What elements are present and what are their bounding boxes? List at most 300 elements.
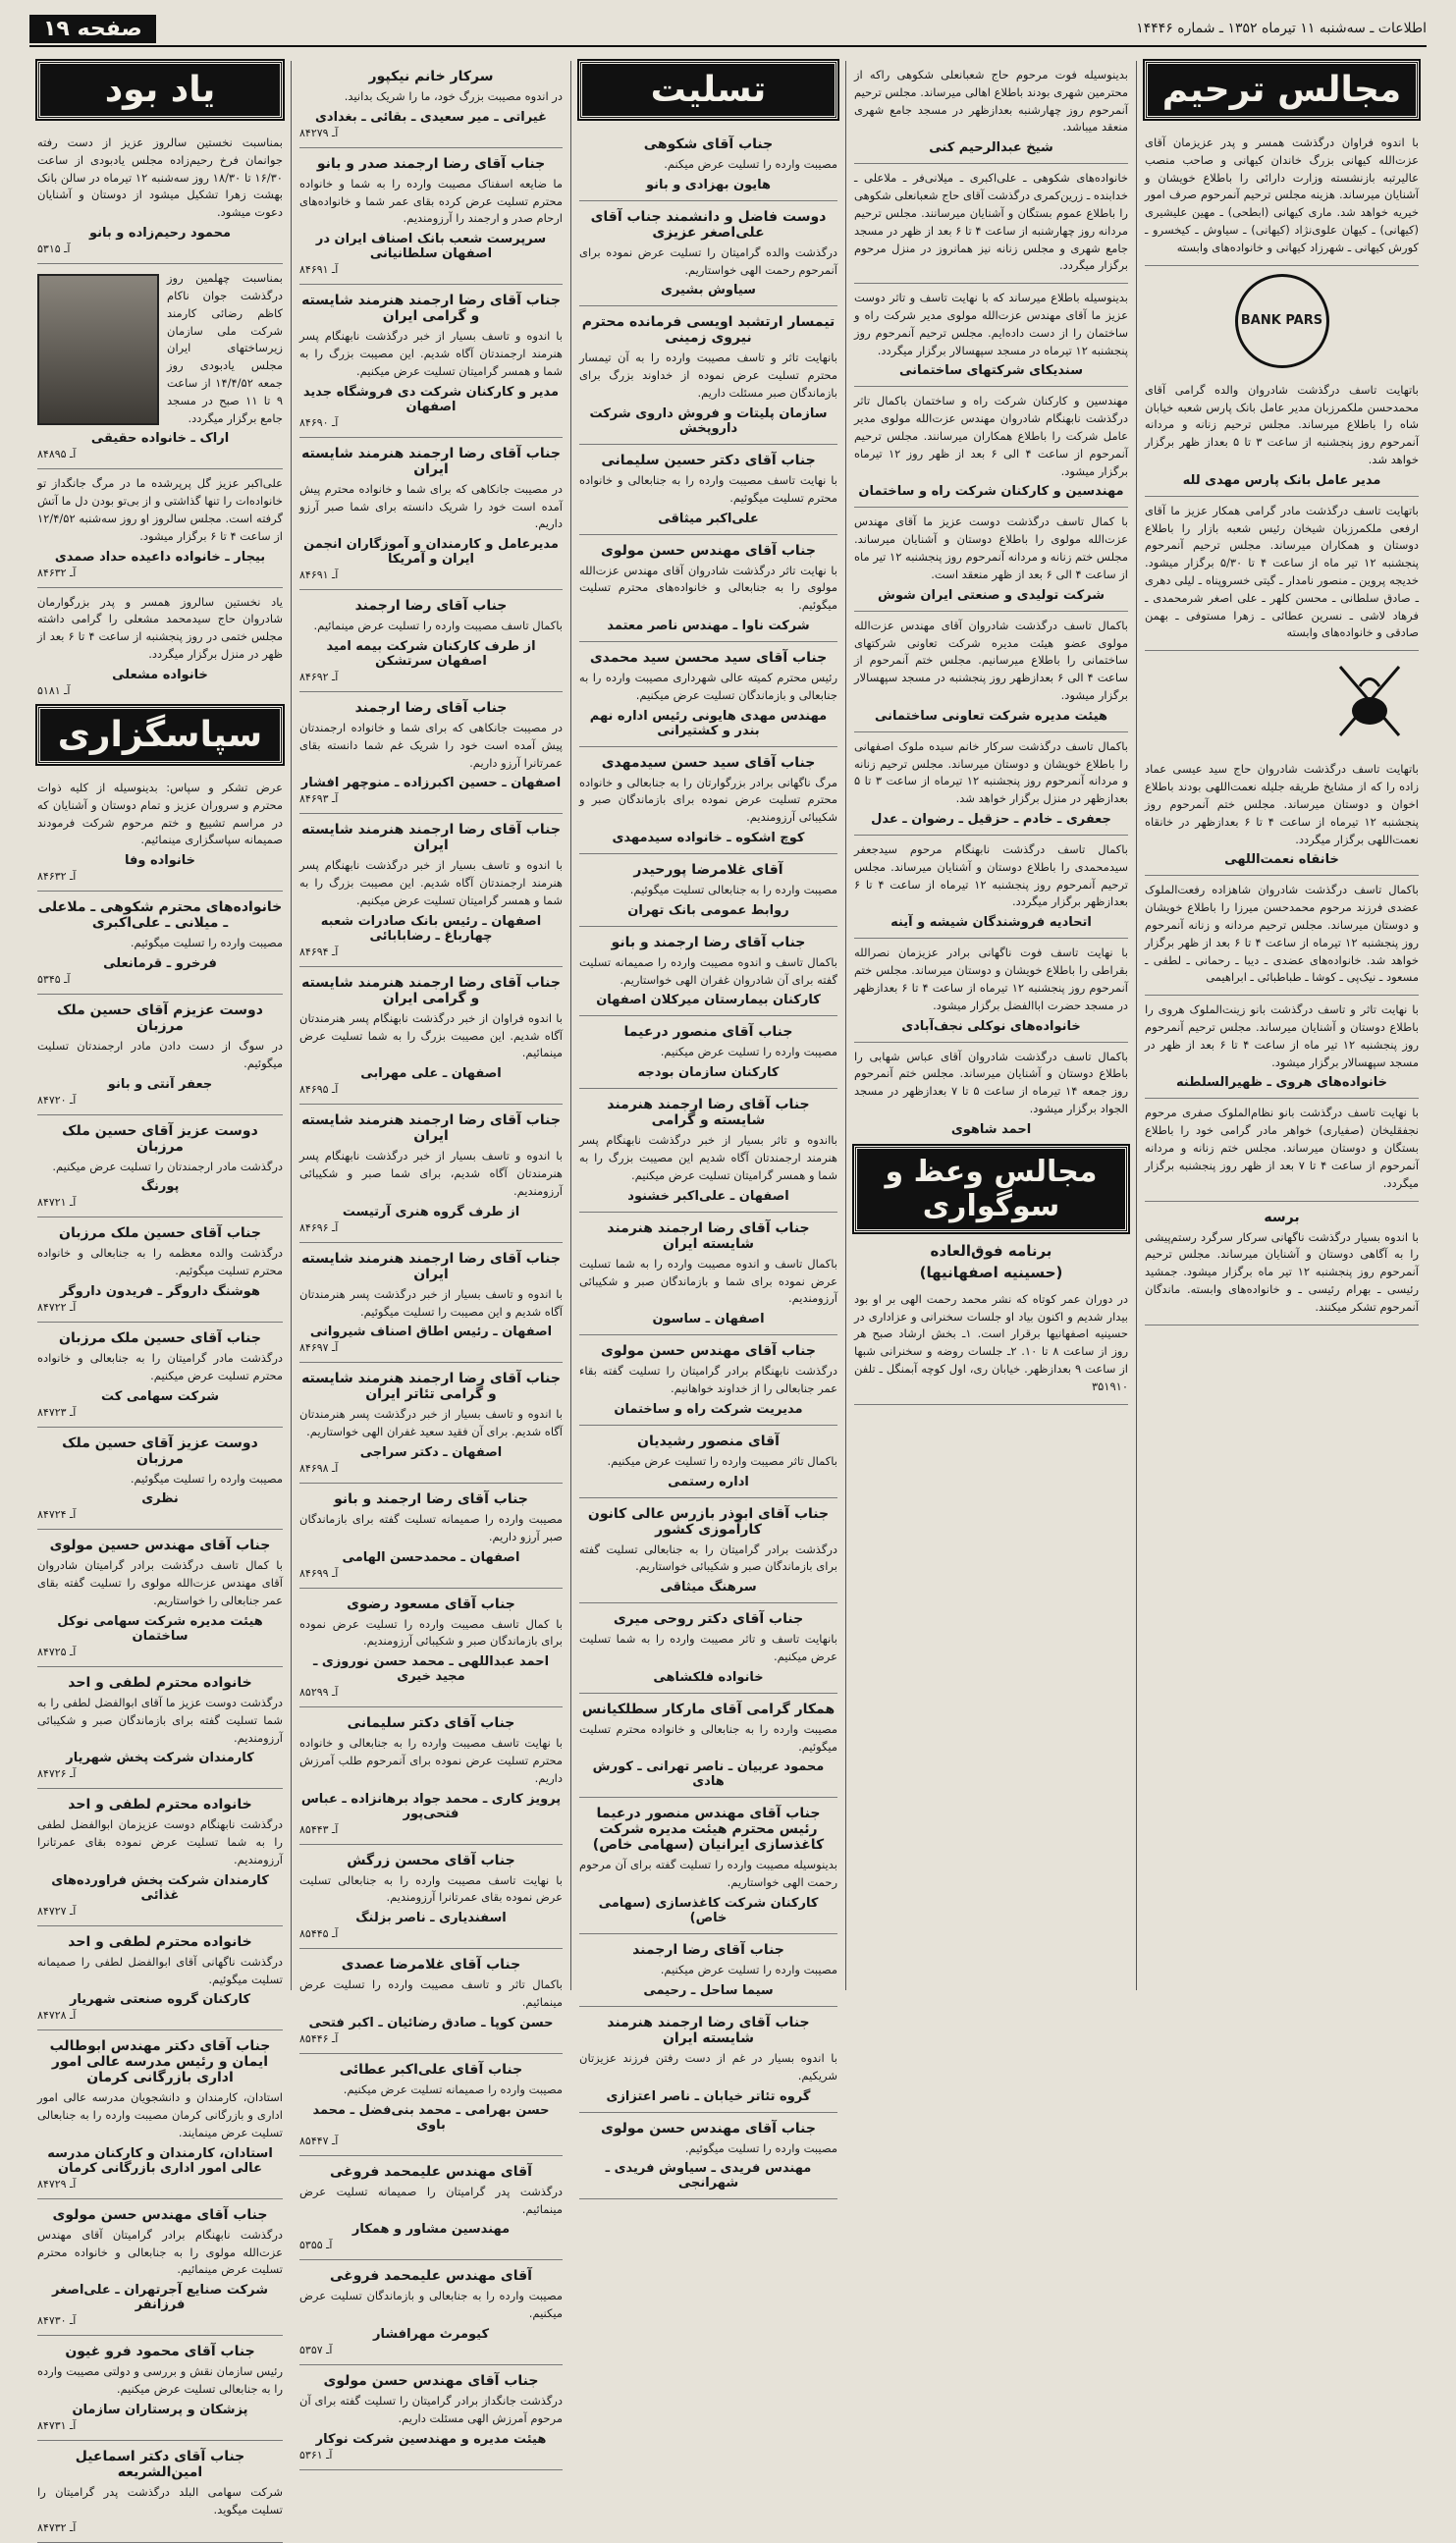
notice-code: آـ ۸۴۷۳۱ — [37, 2418, 77, 2432]
notice-code: آـ ۸۴۷۳۲ — [37, 2520, 77, 2534]
notice — [37, 2199, 283, 2336]
notice-title: جناب آقای رضا ارجمند و بانو — [611, 934, 806, 950]
notice — [579, 1934, 837, 2007]
notice-code: آـ ۸۴۷۲۰ — [37, 1093, 77, 1107]
notice-title: جناب آقای رضا ارجمند — [632, 1942, 784, 1959]
notice-title: جناب آقای سید حسن سیدمهدی — [601, 754, 816, 771]
notice-signature: سرپرست شعب بانک اصناف ایران در اصفهان سلطانیانی — [315, 232, 547, 262]
notice-title: جناب آقای رضا ارجمند و بانو — [334, 1490, 528, 1507]
notice — [37, 1115, 283, 1218]
notice-code: آـ ۸۴۷۲۶ — [37, 1767, 77, 1781]
notice-signature: سازمان پلیتات و فروش داروی شرکت داروپخش — [589, 406, 828, 436]
notice — [299, 1243, 563, 1364]
notice-title: جناب آقای دکتر سلیمانی — [347, 1715, 515, 1732]
notice-code: آـ ۸۵۴۴۶ — [299, 2031, 339, 2045]
notice-signature: اصفهان ـ حسین اکبرزاده ـ منوچهر افشار — [300, 776, 562, 791]
notice-signature: اصفهان ـ علی‌اکبر خشنود — [627, 1188, 789, 1204]
notice-title: آقای منصور رشیدیان — [637, 1433, 780, 1449]
notice-signature: شیخ عبدالرحیم کنی — [929, 140, 1053, 156]
notice-title: جناب آقای مهندس حسن مولوی — [323, 2372, 539, 2389]
notice-signature: خانقاه نعمت‌اللهی — [1224, 852, 1339, 868]
notice-code: آـ ۸۴۷۳۰ — [37, 2314, 77, 2328]
section-banner-thanks: سپاسگزاری — [37, 706, 283, 764]
notice — [579, 1089, 837, 1212]
notice-body: علی‌اکبر عزیز گل پرپرشده ما در مرگ جانگداز تو خانواده‌ات را تنها گذاشتی و از بی‌تو بودن دل ما آتش گرفته است. مجلس سالروز او روز سه‌شنبه ۱۲/۴/۵۲ از ساعت ۴ تا ۶ برگزار میشود. — [37, 476, 283, 543]
notice-title: جناب آقای علی‌اکبر عطائی — [339, 2061, 523, 2078]
notice — [579, 1603, 837, 1694]
notice-signature: سرهنگ میثاقی — [660, 1580, 757, 1596]
notice — [1145, 376, 1419, 497]
notice — [299, 1363, 563, 1484]
notice — [299, 1707, 563, 1844]
notice-body: بدینوسیله فوت مرحوم حاج شعبانعلی شکوهی راکه از محترمین شهری بودند باطلاع اهالی میرساند. مجلس ترحیم آنمرحوم روز چهارشنبه بعدازظهر در مسجد جامع شهری منعقد میباشد. — [854, 68, 1128, 135]
notice-body: مصیبت وارده را تسلیت عرض میکنیم. — [660, 1045, 837, 1059]
notice-body: با کمال تاسف مصیبت وارده را تسلیت عرض نموده برای بازماندگان صبر و شکیبائی آرزومندیم. — [299, 1616, 563, 1649]
notice-body: درگذشت دوست عزیز ما آقای ابوالفضل لطفی را به شما تسلیت گفته برای بازماندگان صبر و شکیبائی آرزومندیم. — [37, 1695, 283, 1745]
notice-code: آـ ۸۴۶۳۲ — [37, 870, 77, 884]
notice — [1145, 876, 1419, 996]
notice-body: بااندوه و تاثر بسیار از خبر درگذشت نابهنگام پسر هنرمند ارجمندتان آگاه شدیم این مصیبت بزرگ را به شما و همسر گرامیتان تسلیت عرض میکنیم. — [579, 1133, 837, 1182]
notice — [854, 732, 1128, 836]
notice-code: آـ ۸۴۷۲۳ — [37, 1405, 77, 1419]
notice-signature: کارکنان گروه صنعتی شهریار — [69, 1992, 251, 2008]
notice-title: جناب آقای مهندس حسین مولوی — [49, 1538, 271, 1554]
notice-title: جناب آقای رضا ارجمند هنرمند شایسته و گرامی — [607, 1097, 810, 1129]
notice-body: با اندوه و تاسف بسیار از خبر درگذشت نابهنگام پسر هنرمندتان آگاه شدیم، برای شما صبر و شکیبائی آرزومندیم. — [299, 1149, 563, 1198]
notice-signature: کوچ اشکوه ـ خانواده سیدمهدی — [612, 831, 805, 845]
notice-title: جناب آقای مسعود رضوی — [347, 1596, 515, 1612]
portrait-photo — [37, 274, 159, 425]
notice-body: درگذشت والده گرامیتان را تسلیت عرض نموده برای آنمرحوم رحمت الهی خواستاریم. — [579, 244, 837, 277]
notice — [37, 995, 283, 1115]
notice-body: در اندوه مصیبت بزرگ خود، ما را شریک بدانید. — [344, 89, 563, 103]
notice-code: آـ ۵۱۸۱ — [37, 683, 71, 697]
notice-signature: خانواده فلکشاهی — [653, 1669, 764, 1685]
notice-signature: هیئت مدیره شرکت تعاونی ساختمانی — [874, 708, 1108, 724]
notice — [1145, 1099, 1419, 1201]
notice-title: خانواده محترم لطفی و احد — [68, 1933, 252, 1950]
notice-title: جناب آقای رضا ارجمند هنرمند شایسته ایران — [301, 1112, 561, 1145]
notice — [299, 1589, 563, 1708]
notice-signature: هیئت مدیره و مهندسین شرکت نوکار — [315, 2431, 547, 2447]
notice — [854, 284, 1128, 387]
notice — [579, 747, 837, 854]
notice-code: آـ ۸۴۶۹۵ — [299, 1083, 339, 1097]
notice-signature: خانواده مشعلی — [112, 667, 208, 682]
notice — [37, 2030, 283, 2198]
notice-body: درگذشت مادر ارجمندتان را تسلیت عرض میکنیم. — [52, 1159, 283, 1173]
notice-signature: کارکنان سازمان بودجه — [637, 1065, 780, 1081]
notice-signature: اصفهان ـ محمدحسن الهامی — [342, 1549, 520, 1565]
notice-title: جناب آقای رضا ارجمند هنرمند شایسته ایران — [301, 1250, 561, 1282]
notice-body: با نهایت تاسف فوت ناگهانی برادر عزیزمان نصرالله بقراطی را باطلاع خویشان و دوستان میرساند. مجلس ختم آنمرحوم روز پنجشنبه ۱۲ تیرماه از ساعت ۴ تا ۶ بعدازظهر در مسجد حضرت اباالفضل برگزار میشود. — [854, 946, 1128, 1012]
notice-code: آـ ۵۳۴۵ — [37, 972, 71, 986]
notice — [579, 201, 837, 307]
notice-title: جناب آقای مهندس حسن مولوی — [601, 542, 816, 559]
notice-body: باتهایت تاسف درگذشت مادر گرامی همکار عزیز ما آقای ارفعی ملکمرزبان شیخان رئیس شعبه بازار را باطلاع دوستان و همکاران میرساند. مجلس ترحیم آنمرحوم پنجشنبه ۱۲ تیر ماه از ساعت ۴ تا ۵/۳۰ برگزار میشود. خدیجه پروین ـ منصور نامدار ـ گیتی خسروپناه ـ لیلی دهری ـ صادق سلطانی ـ محسن کلهر ـ علی اصغر شرمحمدی ـ فرهاد لاشی ـ نسرین عطائی ـ زهرا مستوفی ـ بهمن صادقی و خانواده‌های وابسته — [1145, 503, 1419, 640]
notice-body: با اندوه و تاسف بسیار از خبر درگذشت نابهنگام پسر هنرمند ارجمندتان آگاه شدیم. این مصیبت بزرگ را به شما و همسر گرامیتان تسلیت عرض میکنیم. — [299, 329, 563, 378]
notice-code: آـ ۸۴۷۲۸ — [37, 2009, 77, 2023]
notice — [37, 469, 283, 587]
notice-signature: اتحادیه فروشندگان شیشه و آینه — [890, 915, 1092, 931]
notice-title: آقای مهندس علیمحمد فروغی — [330, 2268, 532, 2285]
notice-signature: کیومرث مهرافشار — [372, 2326, 490, 2342]
notice — [37, 588, 283, 706]
notice-body: خانواده‌های شکوهی ـ علی‌اکبری ـ میلانی‌فر ـ ملاعلی ـ خدابنده ـ زرین‌کمری درگذشت آقای حاج شعبانعلی شکوهی را باطلاع عموم بستگان و آشنایان میرسانند. مجلس ترحیم مردانه روز چهارشنبه از ساعت ۴ تا ۶ بعد از ظهر در مسجد جامع شهری و مجلس زنانه نیز همانروز در منزل مرحوم برگزار میگردد. — [854, 171, 1128, 273]
notice-title: تیمسار ارتشبد اویسی فرمانده محترم نیروی زمینی — [581, 314, 836, 347]
notice-signature: هوشنگ داروگر ـ فریدون داروگر — [60, 1284, 260, 1299]
notice-title: برسه — [1264, 1209, 1300, 1225]
notice — [299, 967, 563, 1105]
notice-title: جناب آقای غلامرضا عصدی — [341, 1957, 521, 1974]
notice-signature: کارمندان شرکت پخش شهریار — [66, 1751, 254, 1766]
notice-signature: جعفر آنتی و بانو — [107, 1076, 213, 1092]
notice — [579, 1426, 837, 1498]
notice-code: آـ ۵۳۶۱ — [299, 2448, 333, 2462]
notice-body: با نهایت تاثر و تاسف درگذشت بانو زینت‌الملوک هروی را باطلاع دوستان و آشنایان میرساند. مجلس ترحیم آنمرحوم روز پنجشنبه ۱۲ تیر ماه از ساعت ۴ تا ۶ بعد از ظهر در مسجد سپهسالار برگزار میشود. — [1145, 1002, 1419, 1069]
notice-body: مصیبت وارده را تسلیت عرض میکنیم. — [660, 1963, 837, 1977]
notice-title: دوست عزیز آقای حسین ملک مرزبان — [62, 1122, 258, 1155]
notice-code: آـ ۸۴۶۳۲ — [37, 566, 77, 579]
notice-body: در سوگ از دست دادن مادر ارجمندتان تسلیت میگوئیم. — [37, 1038, 283, 1070]
notice-body: با اندوه و تاسف بسیار از خبر درگذشت پسر هنرمندتان آگاه شدیم. برای آن فقید سعید غفران الهی خواستاریم. — [299, 1407, 563, 1439]
notice-code: آـ ۸۴۷۲۵ — [37, 1645, 77, 1658]
notice-title: جناب آقای منصور درعیما — [623, 1024, 793, 1041]
notice-signature: اداره رستمی — [668, 1474, 749, 1489]
notice-title: جناب آقای رضا ارجمند هنرمند شایسته ایران — [607, 1219, 810, 1252]
notice — [299, 692, 563, 814]
notice — [299, 1105, 563, 1242]
notice — [579, 306, 837, 444]
notice-body: درگذشت نابهنگام برادر گرامیتان را تسلیت گفته بقاء عمر جنابعالی را از خداوند خواهانیم. — [579, 1364, 837, 1395]
notice — [579, 642, 837, 747]
notice — [579, 1016, 837, 1089]
notice-signature: شرکت تولیدی و صنعتی ایران شوش — [877, 587, 1105, 603]
section-banner-memorial-services: مجالس ترحیم — [1145, 61, 1419, 119]
sufi-crest-icon — [1321, 657, 1419, 745]
notice-body: عرض تشکر و سپاس: بدینوسیله از کلیه ذوات محترم و سروران عزیز و تمام دوستان و آشنایان که در مراسم تشییع و ختم مرحوم شرکت فرمودند صمیمانه سپاسگزاری مینمائیم. — [37, 780, 283, 847]
notice — [854, 164, 1128, 284]
notice-signature: احمد عبداللهی ـ محمد حسن نوروزی ـ مجید خیری — [312, 1654, 550, 1685]
notice-body: با نهایت تاسف مصیبت وارده را به جنابعالی و خانواده محترم تسلیت عرض نموده برای آنمرحوم طلب آمرزش داریم. — [299, 1736, 563, 1785]
notice-signature: بیجار ـ خانواده داعیده حداد صمدی — [54, 549, 266, 565]
notice-title: جناب آقای رضا ارجمند — [354, 699, 508, 716]
notice-body: بمناسبت نخستین سالروز عزیز از دست رفته جوانمان فرخ رحیم‌زاده مجلس یادبودی از ساعت ۱۶/۳۰ تا ۱۸/۳۰ روز سه‌شنبه ۱۲ تیرماه در سالن بانک بهشت زهرا تشکیل میشود از دوستان و آشنایان دعوت میشود. — [37, 135, 283, 220]
notice-body: باکمال تاثر مصیبت وارده را تسلیت عرض میکنیم. — [607, 1453, 837, 1468]
notice-signature: محمود رحیم‌زاده و بانو — [88, 226, 232, 242]
notice — [1145, 497, 1419, 652]
notice-title: آقای غلامرضا پورحیدر — [633, 862, 783, 878]
notice-body: مرگ ناگهانی برادر بزرگوارتان را به جنابعالی و خانواده محترم تسلیت عرض نموده برای بازماندگان صبر و شکیبائی آرزومندیم. — [579, 775, 837, 825]
notice-title: جناب آقای مهندس منصور درعیما رئیس محترم هیئت مدیره شرکت کاغذسازی ایرانیان (سهامی خاص) — [592, 1806, 825, 1854]
notice-body: مصیبت وارده را صمیمانه تسلیت عرض میکنیم. — [343, 2082, 563, 2096]
section-banner-condolences: تسلیت — [579, 61, 837, 119]
notice — [854, 1285, 1128, 1405]
notice-body: با اندوه و تاسف بسیار از خبر درگذشت نابهنگام پسر هنرمند ارجمندتان آگاه شدیم. این مصیبت بزرگ را به شما و همسر گرامیتان تسلیت عرض میکنیم. — [299, 858, 563, 907]
notice-body: مصیبت وارده را تسلیت میگوئیم. — [130, 1471, 283, 1486]
notice-body: با اندوه فراوان درگذشت همسر و پدر عزیزمان آقای عزت‌الله کیهانی بزرگ خاندان کیهانی و صاحب منصب عالیرتبه بازنشسته وزارت دارائی را باطلاع خویشان و آشنایان میرساند. هزینه مجلس ترحیم آنمرحوم صرف امور خیریه خواهد شد. ماری کیهانی (ابطحی) ـ مهین علیشیری (کیهانی) ـ کیهان علوی‌نژاد (کیهانی) ـ سیاوش ـ کیخسرو ـ کورش کیهانی ـ شهرزاد کیهانی و خانواده‌های وابسته — [1145, 135, 1419, 254]
notice — [579, 1213, 837, 1335]
notice — [37, 264, 283, 469]
notice-signature: مدیرعامل و کارمندان و آموزگاران انجمن ایران و آمریکا — [303, 537, 559, 568]
notice-signature: مدیر عامل بانک پارس مهدی لله — [1182, 472, 1381, 488]
notice — [37, 2336, 283, 2441]
notice — [299, 814, 563, 966]
notice — [1145, 755, 1419, 876]
notice-body: در مصیبت جانکاهی که برای شما و خانواده ارجمندتان پیش آمده است خود را شریک غم شما دانسته بقای عمرتانرا آرزو داریم. — [299, 720, 563, 770]
notice-signature: از طرف گروه هنری آرتیست — [342, 1204, 520, 1219]
page-header — [29, 12, 1427, 47]
notice-body: باکمال تاسف درگذشت نابهنگام مرحوم سیدجعفر سیدمحمدی را باطلاع دوستان و آشنایان میرساند. مجلس ترحیم آنمرحوم روز پنجشنبه ۱۲ تیرماه از ساعت ۴ تا ۶ بعدازظهر برگزار میگردد. — [854, 842, 1128, 909]
notice-code: آـ ۵۳۵۵ — [299, 2239, 333, 2252]
notice — [854, 612, 1128, 732]
notice — [854, 61, 1128, 164]
notice-title: جناب آقای سید محسن سید محمدی — [589, 649, 828, 666]
notice-signature: کارمندان شرکت پخش فراورده‌های غذائی — [51, 1872, 269, 1903]
page-number: صفحه ۱۹ — [29, 15, 156, 43]
notice-body: با اندوه فراوان از خبر درگذشت نابهنگام پسر هنرمندتان آگاه شدیم. این مصیبت بزرگ را به شما تسلیت عرض مینمائیم. — [299, 1010, 563, 1060]
notice — [579, 535, 837, 642]
notice-signature: اراک ـ خانواده حقیقی — [90, 431, 230, 447]
notice-signature: فرخرو ـ قرمانعلی — [103, 955, 217, 971]
notice — [579, 927, 837, 1017]
notice-signature: اصفهان ـ رئیس بانک صادرات شعبه چهارباغ ـ رضابابائی — [320, 913, 542, 944]
notice — [579, 1498, 837, 1604]
notice-signature: مدیر و کارکنان شرکت دی فروشگاه جدید اصفهان — [302, 384, 560, 414]
notice — [299, 285, 563, 437]
notice-signature: خانواده‌های نوکلی نجف‌آبادی — [901, 1018, 1081, 1034]
notice — [579, 1798, 837, 1934]
notice-body: باکمال تاسف مصیبت وارده را تسلیت عرض مینمائیم. — [313, 619, 563, 633]
notice-signature: هیئت مدیره شرکت سهامی نوکل ساختمان — [57, 1613, 263, 1644]
notice-code: آـ ۸۴۸۹۵ — [37, 448, 77, 461]
notice — [37, 129, 283, 264]
program-title: برنامه فوق‌العاده — [930, 1241, 1052, 1260]
notice-body: درگذشت ناگهانی آقای ابوالفضل لطفی را صمیمانه تسلیت میگوئیم. — [37, 1954, 283, 1986]
notice-code: آـ ۸۴۶۹۸ — [299, 1461, 339, 1475]
notice — [37, 1530, 283, 1666]
notice-body: مصیبت وارده را به جنابعالی و خانواده محترم تسلیت میگوئیم. — [579, 1721, 837, 1754]
notice-title: دوست فاضل و دانشمند جناب آقای علی‌اصغر عزیزی — [590, 208, 827, 241]
notice-body: باتهایت تاسف درگذشت شادروان والده گرامی آقای محمدحسن ملکمرزبان مدیر عامل بانک پارس شعبه خیابان شاه را باطلاع میرساند. مجلس ترحیم زنانه و مردانه آنمرحوم روز پنجشنبه از ساعت ۳ تا ۵ بعداز ظهر برگزار خواهد شد. — [1145, 382, 1420, 466]
notice-body: با نهایت تاسف مصیبت وارده را به جنابعالی و خانواده محترم تسلیت میگوئیم. — [579, 472, 837, 505]
notice-signature: هایون بهزادی و بانو — [645, 177, 772, 192]
notice-body: درگذشت نابهنگام برادر گرامیتان آقای مهندس عزت‌الله مولوی را به جنابعالی و خانواده محترم تسلیت عرض مینمائیم. — [37, 2227, 283, 2277]
notice-title: همکار گرامی آقای مارکار سطلکیانس — [581, 1701, 836, 1717]
notice-body: باکمال تاسف درگذشت سرکار خانم سیده ملوک اصفهانی را باطلاع خویشان و دوستان میرساند. مجلس ترحیم زنانه و مردانه آنمرحوم روز پنجشنبه ۱۲ تیرماه از ساعت ۳ تا ۵ بعدازظهر در منزل برگزار خواهد شد. — [854, 738, 1129, 806]
notice — [37, 1323, 283, 1428]
notice-body: رئیس محترم کمیته عالی شهرداری مصیبت وارده را به جنابعالی و بازماندگان تسلیت عرض میکنیم. — [579, 670, 837, 702]
notice-signature: جعفری ـ خادم ـ حزقیل ـ رضوان ـ عدل — [871, 812, 1111, 827]
notice-title: جناب آقای محمود فرو غیون — [65, 2344, 255, 2360]
notice-code: آـ ۸۴۶۹۶ — [299, 1220, 339, 1234]
notice-body: با نهایت تاسف مصیبت وارده را به جنابعالی تسلیت عرض نموده بقای عمرتانرا آرزومندیم. — [299, 1872, 563, 1905]
notice-signature: اصفهان ـ دکتر سراجی — [359, 1444, 503, 1460]
notice-body: باکمال تاسف و اندوه مصیبت وارده را صمیمانه تسلیت گفته برای آن شادروان غفران الهی خواستاریم. — [579, 954, 837, 987]
notice-body: ما ضایعه اسفناک مصیبت وارده را به شما و خانواده محترم تسلیت عرض کرده بقای عمر شما و خانواده‌های ارحام صدر و ارجمند را آرزومندیم. — [299, 176, 563, 226]
notice-body: با اندوه بسیار در غم از دست رفتن فرزند عزیزتان شریکیم. — [579, 2050, 837, 2083]
notice-body: باکمال تاثر و تاسف مصیبت وارده را تسلیت عرض مینمائیم. — [299, 1977, 563, 2010]
notice-body: در مصیبت جانکاهی که برای شما و خانواده محترم پیش آمده است خود را شریک دانسته برای شما صبر آرزو داریم. — [299, 481, 563, 531]
notice-body: مصیبت وارده را تسلیت میگوئیم. — [684, 2140, 837, 2155]
notice-code: آـ ۸۴۶۹۳ — [299, 792, 339, 806]
notice-code: آـ ۸۵۴۴۵ — [299, 1927, 339, 1941]
notice-title: جناب آقای دکتر روحی میری — [613, 1611, 804, 1628]
notice-title: جناب آقای حسین ملک مرزبان — [59, 1330, 261, 1346]
notice — [854, 387, 1128, 508]
notice-signature: سندیکای شرکتهای ساختمانی — [899, 363, 1083, 379]
column-memorial-services — [1136, 61, 1427, 1990]
notice-signature: کارکنان شرکت کاغذسازی (سهامی خاص) — [598, 1896, 819, 1926]
notice-signature: نظری — [141, 1491, 179, 1507]
notice — [37, 1667, 283, 1789]
notice-body: بدینوسیله مصیبت وارده را تسلیت گفته برای آن مرحوم رحمت الهی خواستاریم. — [579, 1858, 837, 1890]
notice-body: درگذشت برادر گرامیتان را به جنابعالی تسلیت گفته برای بازماندگان صبر و شکیبائی خواستاریم. — [579, 1542, 837, 1574]
notice-code: آـ ۸۴۶۹۰ — [299, 415, 339, 429]
notice-body: بمناسبت چهلمین روز درگذشت جوان ناکام کاظم رضائی کارمند شرکت ملی سازمان زیرساختهای ایران مجلس یادبودی روز جمعه ۱۴/۴/۵۲ از ساعت ۹ تا ۱۱ صبح در مسجد جامع برگزار میگردد. — [167, 271, 284, 425]
notice — [37, 1926, 283, 2031]
section-banner-remembrance: یاد بود — [37, 61, 283, 119]
notice-code: آـ ۸۴۶۹۹ — [299, 1566, 339, 1580]
notice-signature: سیاوش بشیری — [661, 283, 756, 298]
notice-code: آـ ۸۴۶۹۷ — [299, 1341, 339, 1355]
column-notices-2 — [845, 61, 1136, 1990]
notice — [299, 1845, 563, 1950]
section-banner-sermons: مجالس وعظ و سوگواری — [854, 1146, 1128, 1232]
notice-body: مصیبت وارده را به جنابعالی و بازماندگان تسلیت عرض میکنیم. — [299, 2289, 563, 2321]
notice — [299, 2054, 563, 2156]
notice-signature: پورنگ — [140, 1179, 180, 1195]
notice-body: مهندسین و کارکنان شرکت راه و ساختمان باکمال تاثر درگذشت نابهنگام شادروان مهندس عزت‌الله مولوی مدیر عامل شرکت را باطلاع همکاران میرسانند. مجلس ترحیم آنمرحوم از ساعت ۴ الی ۶ بعد از ظهر روز ۱۲ تیرماه برگزار میشود. — [854, 394, 1128, 478]
notice — [579, 1335, 837, 1426]
notice-signature: اصفهان ـ رئیس اطاق اصناف شیروانی — [309, 1325, 553, 1340]
notice — [37, 892, 283, 995]
notice-title: جناب آقای شکوهی — [643, 136, 774, 152]
notice — [299, 148, 563, 285]
notice-title: جناب آقای مهندس حسن مولوی — [601, 1343, 816, 1360]
notice-body: یاد نخستین سالروز همسر و پدر بزرگوارمان شادروان حاج سیدمحمد مشعلی را گرامی داشته مجلس ختمی در روز پنجشنبه از ساعت ۴ تا ۶ بعد از ظهر در منزل برگزار میگردد. — [37, 594, 284, 662]
notice-body: با اندوه و تاسف بسیار از خبر درگذشت پسر هنرمندتان آگاه شدیم و این مصیبت را تسلیت میگوئیم. — [299, 1286, 563, 1319]
notice-code: آـ ۸۵۴۴۷ — [299, 2134, 339, 2147]
notice — [854, 508, 1128, 611]
notice-title: دوست عزیزم آقای حسین ملک مرزبان — [57, 1001, 263, 1034]
column-notices-4 — [291, 61, 570, 2462]
notice — [37, 1789, 283, 1925]
notice — [1145, 129, 1419, 266]
notice-body: استادان، کارمندان و دانشجویان مدرسه عالی امور اداری و بازرگانی کرمان مصیبت وارده را به جنابعالی تسلیت عرض مینمایند. — [37, 2090, 283, 2139]
notice-body: باکمال تاسف و اندوه مصیبت وارده را به شما تسلیت عرض نموده برای شما و بازماندگان صبر و شکیبائی آرزومندیم. — [579, 1256, 837, 1306]
notice-code: آـ ۸۴۷۲۹ — [37, 2177, 77, 2191]
notice-code: آـ ۸۴۶۹۱ — [299, 568, 339, 582]
notice-code: آـ ۸۴۶۹۴ — [299, 945, 339, 958]
notice — [299, 2156, 563, 2261]
notice — [299, 590, 563, 692]
notice-body: باتهایت تاسف درگذشت شادروان حاج سید عیسی عماد زاده را که از مشایخ طریقه جلیله نعمت‌اللهی بودند باطلاع اخوان و دوستان میرساند. مجلس ختم آنمرحوم روز پنجشنبه ۱۲ تیرماه از ساعت ۴ تا ۶ بعدازظهر در خانقاه نعمت‌اللهی برگزار میگردد. — [1145, 762, 1420, 846]
notice-signature: حسن بهرامی ـ محمد بنی‌فضل ـ محمد باوی — [312, 2102, 550, 2133]
notice-code: آـ ۸۴۷۲۱ — [37, 1196, 77, 1210]
notice-title: جناب آقای محسن زرگش — [347, 1852, 515, 1868]
notice-signature: استادان، کارمندان و کارکنان مدرسه عالی امور اداری بازرگانی کرمان — [47, 2145, 273, 2176]
notice — [854, 836, 1128, 939]
notice-body: درگذشت والده معظمه را به جنابعالی و خانواده محترم تسلیت میگوئیم. — [37, 1246, 283, 1278]
notice — [854, 1043, 1128, 1146]
column-remembrance — [29, 61, 291, 2534]
notice-code: آـ ۸۵۲۹۹ — [299, 1686, 339, 1700]
notice-signature: علی‌اکبر میثاقی — [658, 511, 759, 526]
notice-title: جناب آقای رضا ارجمند هنرمند شایسته و گرامی تئاتر ایران — [301, 1371, 561, 1403]
notice-title: جناب آقای رضا ارجمند — [354, 598, 508, 615]
notice — [299, 2365, 563, 2470]
notice-body: درگذشت جانگداز برادر گرامیتان را تسلیت گفته برای آن مرحوم آمرزش الهی مسئلت داریم. — [299, 2393, 563, 2425]
column-condolences — [570, 61, 845, 2191]
notice-title: جناب آقای دکتر اسماعیل امین‌الشریعه — [75, 2448, 245, 2480]
notice-signature: احمد شاهوی — [950, 1121, 1032, 1137]
notice-title: جناب آقای مهندس حسن مولوی — [52, 2206, 268, 2223]
notice-code: آـ ۵۳۱۵ — [37, 243, 71, 256]
notice — [299, 438, 563, 590]
notice — [579, 1694, 837, 1799]
bank-pars-logo: BANK PARS — [1235, 274, 1329, 368]
notice-body: با کمال تاسف درگذشت دوست عزیز ما آقای مهندس عزت‌الله مولوی را باطلاع دوستان و آشنایان میرساند. مجلس ختم زنانه و مردانه آنمرحوم روز پنجشنبه ۱۲ تیر ماه از ساعت ۴ الی ۶ بعد از ظهر منعقد است. — [854, 514, 1128, 581]
notice-body: باکمال تاسف درگذشت شادروان شاهزاده رفعت‌الملوک عضدی فرزند مرحوم محمدحسن میرزا را باطلاع خویشان و دوستان میرساند. مجلس ترحیم مردانه و زنانه آنمرحوم روز پنجشنبه ۱۲ تیرماه از ساعت ۴ تا ۶ بعد از ظهر برگزار خواهد شد. خانواده‌های عضدی ـ دیبا ـ رحمانی ـ لطفی ـ مسعود ـ نیک‌پی ـ کوشا ـ طباطبائی ـ ابراهیمی — [1145, 883, 1420, 985]
notice-body: باکمال تاسف درگذشت شادروان آقای مهندس عزت‌الله مولوی عضو هیئت مدیره شرکت تعاونی شرکتهای ساختمانی را باطلاع میرسانیم. مجلس ختم آنمرحوم از ساعت ۴ الی ۶ بعدازظهر روز پنجشنبه در مسجد سپهسالار برگزار میشود. — [854, 618, 1128, 702]
notice-signature: اصفهان ـ ساسون — [652, 1312, 765, 1327]
notice-body: باکمال تاسف درگذشت شادروان آقای عباس شهابی را باطلاع دوستان و آشنایان میرساند. مجلس ختم آنمرحوم روز جمعه ۱۴ تیرماه از ساعت ۵ تا ۷ بعدازظهر در مسجد الجواد برگزار میشود. — [854, 1049, 1128, 1115]
notice-code: آـ ۸۴۲۷۹ — [299, 126, 339, 139]
notice-title: جناب آقای رضا ارجمند هنرمند شایسته ایران — [607, 2014, 810, 2046]
notice-signature: روابط عمومی بانک تهران — [627, 902, 789, 918]
notice — [579, 445, 837, 535]
notice-signature: مدیریت شرکت راه و ساختمان — [614, 1401, 803, 1417]
notice-body: مصیبت وارده را به جنابعالی تسلیت میگوئیم. — [629, 883, 837, 896]
notice-signature: محمود عربیان ـ ناصر تهرانی ـ کورش هادی — [592, 1759, 825, 1790]
notice — [37, 1428, 283, 1531]
notice-title: جناب آقای دکتر مهندس ابوطالب ایمان و رئیس مدرسه عالی امور اداری بازرگانی کرمان — [49, 2038, 271, 2086]
notice-signature: شرکت سهامی کت — [100, 1388, 219, 1404]
notice-title: خانواده محترم لطفی و احد — [68, 1797, 252, 1813]
notice-body: بانهایت تاسف و تاثر مصیبت وارده را به شما تسلیت عرض میکنیم. — [579, 1632, 837, 1663]
notice-body: با کمال تاسف درگذشت برادر گرامیتان شادروان آقای مهندس عزت‌الله مولوی را تسلیت گفته بقای عمر جنابعالی را خواستاریم. — [37, 1558, 283, 1608]
notice-signature: پزشکان و پرستاران سازمان — [72, 2402, 248, 2417]
notice-title: جناب آقای حسین ملک مرزبان — [59, 1225, 261, 1242]
notice-body: درگذشت پدر گرامیتان را صمیمانه تسلیت عرض مینمائیم. — [299, 2184, 563, 2216]
notice — [579, 854, 837, 927]
notice — [37, 774, 283, 892]
notice-title: جناب آقای رضا ارجمند هنرمند شایسته ایران — [301, 445, 561, 477]
program-name: (حسینیه اصفهانیها) — [919, 1263, 1063, 1281]
dateline: اطلاعات ـ سه‌شنبه ۱۱ تیرماه ۱۳۵۲ ـ شماره ۱۴۴۴۶ — [1136, 21, 1427, 36]
notice — [299, 2260, 563, 2365]
notice — [299, 1484, 563, 1589]
notice-title: جناب آقای رضا ارجمند هنرمند شایسته ایران — [301, 822, 561, 854]
notice-signature: مهندس فریدی ـ سیاوش فریدی ـ شهرانجی — [605, 2161, 812, 2191]
notice-title: خانواده‌های محترم شکوهی ـ ملاعلی ـ میلانی ـ علی‌اکبری — [37, 899, 283, 932]
notice-body: مصیبت وارده را تسلیت میگوئیم. — [130, 936, 283, 950]
notice-signature: مهندسین مشاور و همکار — [351, 2222, 511, 2238]
notice-code: آـ ۸۴۶۹۲ — [299, 670, 339, 683]
notice-title: جناب آقای دکتر حسین سلیمانی — [601, 452, 816, 468]
notice-body: رئیس سازمان نقش و بررسی و دولتی مصیبت وارده را به جنابعالی تسلیت عرض میکنیم. — [37, 2364, 283, 2397]
notice-signature: مهندس مهدی هایونی رئیس اداره نهم بندر و کشتیرانی — [589, 708, 828, 738]
notice-body: بانهایت تاثر و تاسف مصیبت وارده را به آن تیمسار محترم تسلیت عرض نموده از خداوند بزرگ برای بازماندگان صبر مسئلت داریم. — [579, 351, 837, 401]
notice — [299, 1949, 563, 2054]
notice — [579, 2113, 837, 2200]
notice-signature: شرکت ناوا ـ مهندس ناصر معتمد — [607, 618, 810, 633]
notice-signature: مهندسین و کارکنان شرکت راه و ساختمان — [858, 484, 1124, 500]
notice-title: آقای مهندس علیمحمد فروغی — [330, 2163, 532, 2180]
notice-title: سرکار خانم نیکپور — [368, 69, 494, 84]
notice-signature: پرویز کاری ـ محمد جواد برهانزاده ـ عباس فتحی‌پور — [300, 1791, 562, 1821]
